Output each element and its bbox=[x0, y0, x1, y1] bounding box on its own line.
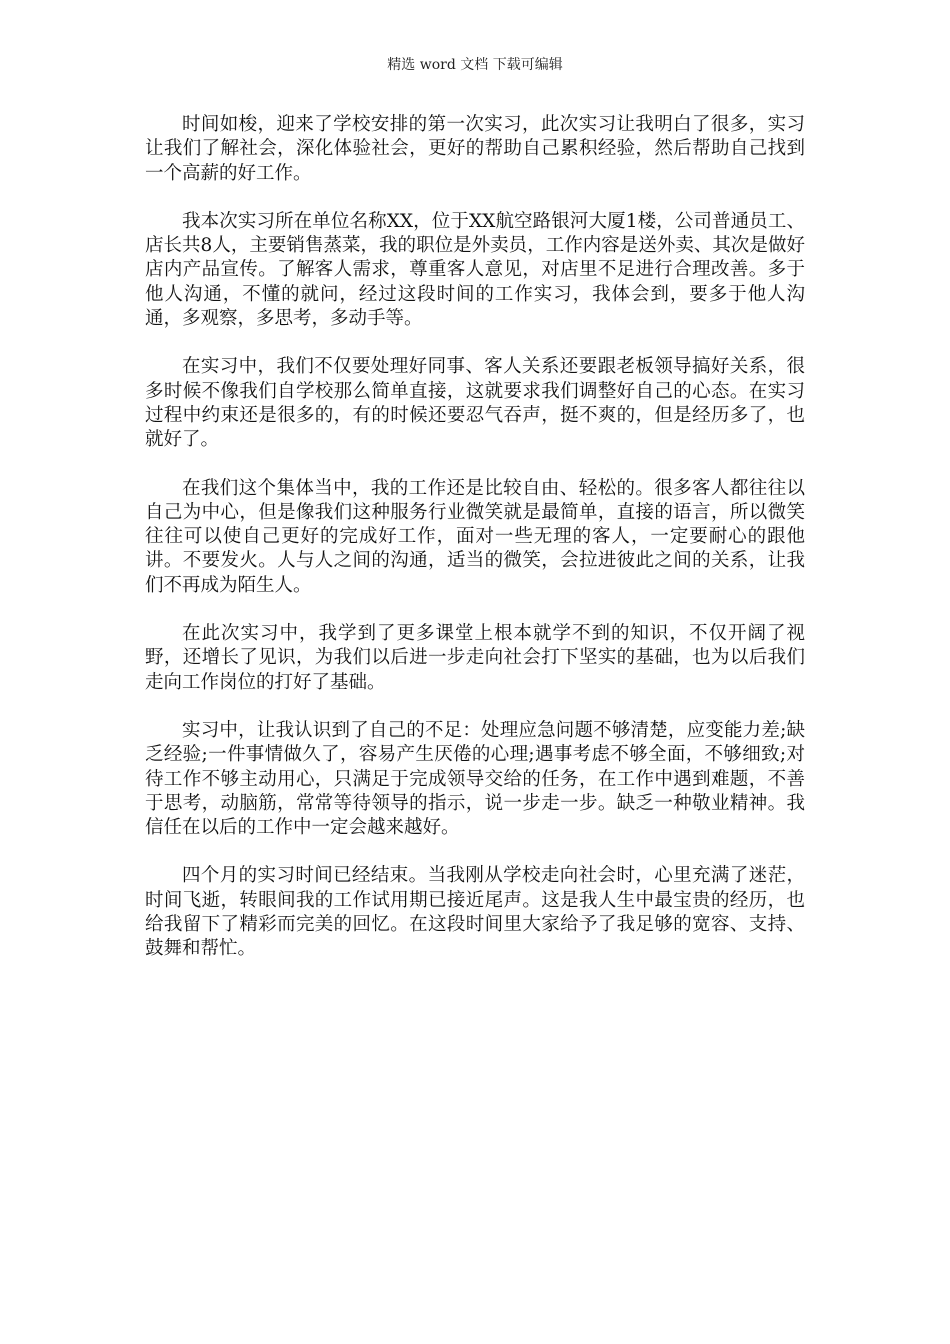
paragraph: 在此次实习中，我学到了更多课堂上根本就学不到的知识，不仅开阔了视野，还增长了见识，为我们以后进一步走向社会打下坚实的基础，也为以后我们走向工作岗位的打好了基础。 bbox=[145, 623, 805, 693]
document-body bbox=[145, 113, 805, 986]
paragraph: 时间如梭，迎来了学校安排的第一次实习，此次实习让我明白了很多，实习让我们了解社会，深化体验社会，更好的帮助自己累积经验，然后帮助自己找到一个高薪的好工作。 bbox=[145, 114, 805, 184]
paragraph: 在我们这个集体当中，我的工作还是比较自由、轻松的。很多客人都往往以自己为中心，但是像我们这种服务行业微笑就是最简单，直接的语言，所以微笑往往可以使自己更好的完成好工作，面对一些无理的客人，一定要耐心的跟他讲。不要发火。人与人之间的沟通，适当的微笑，会拉进彼此之间的关系，让我们不再成为陌生人。 bbox=[145, 477, 805, 596]
paragraph: 实习中，让我认识到了自己的不足：处理应急问题不够清楚，应变能力差;缺乏经验;一件事情做久了，容易产生厌倦的心理;遇事考虑不够全面，不够细致;对待工作不够主动用心，只满足于完成领导交给的任务，在工作中遇到难题，不善于思考，动脑筋，常常等待领导的指示，说一步走一步。缺乏一种敬业精神。我信任在以后的工作中一定会越来越好。 bbox=[145, 719, 805, 839]
paragraph: 我本次实习所在单位名称XX，位于XX航空路银河大厦1楼，公司普通员工、店长共8人，主要销售蒸菜，我的职位是外卖员，工作内容是送外卖、其次是做好店内产品宣传。了解客人需求，尊重客人意见，对店里不足进行合理改善。多于他人沟通，不懂的就问，经过这段时间的工作实习，我体会到，要多于他人沟通，多观察，多思考，多动手等。 bbox=[145, 210, 805, 330]
paragraph: 在实习中，我们不仅要处理好同事、客人关系还要跟老板领导搞好关系，很多时候不像我们自学校那么简单直接，这就要求我们调整好自己的心态。在实习过程中约束还是很多的，有的时候还要忍气吞声，挺不爽的，但是经历多了，也就好了。 bbox=[145, 356, 805, 451]
page-header: 精选 word 文档 下载可编辑 bbox=[387, 57, 563, 73]
paragraph: 四个月的实习时间已经结束。当我刚从学校走向社会时，心里充满了迷茫，时间飞逝，转眼间我的工作试用期已接近尾声。这是我人生中最宝贵的经历，也给我留下了精彩而完美的回忆。在这段时间里大家给予了我足够的宽容、支持、鼓舞和帮忙。 bbox=[145, 865, 805, 960]
